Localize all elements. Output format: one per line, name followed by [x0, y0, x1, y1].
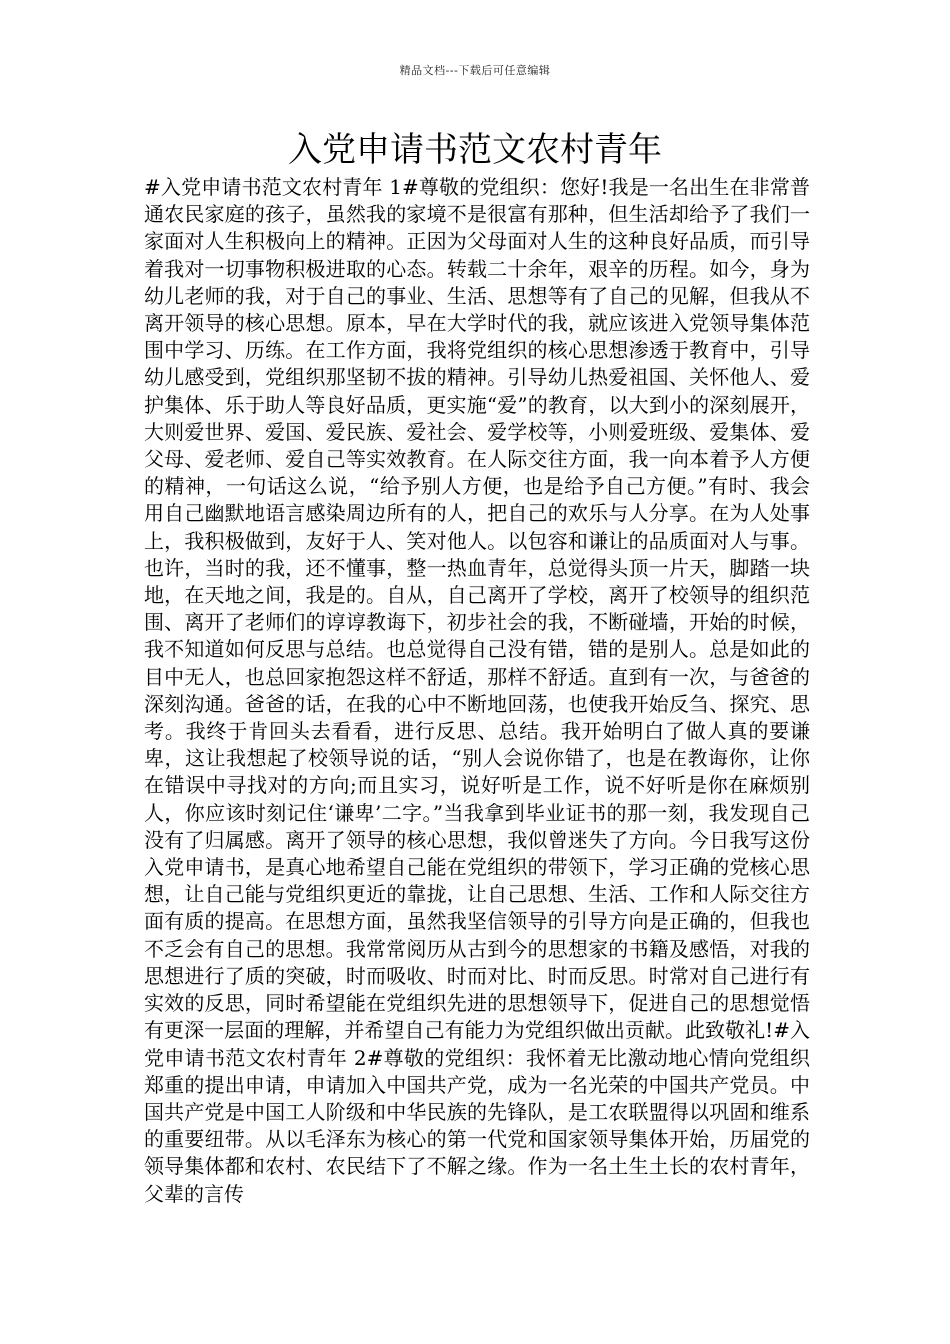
document-body: #入党申请书范文农村青年 1#尊敬的党组织：您好!我是一名出生在非常普通农民家庭的孩子，虽然我的家境不是很富有那种，但生活却给予了我们一家面对人生积极向上的精神。正因为父母面对人生的这种良好品质，而引导着我对一切事物积极进取的心态。转载二十余年，艰辛的历程。如今，身为幼儿老师的我，对于自己的事业、生活、思想等有了自己的见解，但我从不离开领导的核心思想。原本，早在大学时代的我，就应该进入党领导集体范围中学习、历练。在工作方面，我将党组织的核心思想渗透于教育中，引导幼儿感受到，党组织那坚韧不拔的精神。引导幼儿热爱祖国、关怀他人、爱护集体、乐于助人等良好品质，更实施“爱”的教育，以大到小的深刻展开，大则爱世界、爱国、爱民族、爱社会、爱学校等，小则爱班级、爱集体、爱父母、爱老师、爱自己等实效教育。在人际交往方面，我一向本着予人方便的精神，一句话这么说，“给予别人方便，也是给予自己方便。”有时、我会用自己幽默地语言感染周边所有的人，把自己的欢乐与人分享。在为人处事上，我积极做到，友好于人、笑对他人。以包容和谦让的品质面对人与事。也许，当时的我，还不懂事，整一热血青年，总觉得头顶一片天，脚踏一块地，在天地之间，我是的。自从，自己离开了学校，离开了校领导的组织范围、离开了老师们的谆谆教诲下，初步社会的我，不断碰墙，开始的时候，我不知道如何反思与总结。也总觉得自己没有错，错的是别人。总是如此的目中无人，也总回家抱怨这样不舒适，那样不舒适。直到有一次，与爸爸的深刻沟通。爸爸的话，在我的心中不断地回荡，也使我开始反刍、探究、思考。我终于肯回头去看看，进行反思、总结。我开始明白了做人真的要谦卑，这让我想起了校领导说的话，“别人会说你错了，也是在教诲你，让你在错误中寻找对的方向;而且实习，说好听是工作，说不好听是你在麻烦别人，你应该时刻记住‘谦卑’二字。”当我拿到毕业证书的那一刻，我发现自己没有了归属感。离开了领导的核心思想，我似曾迷失了方向。今日我写这份入党申请书，是真心地希望自己能在党组织的带领下，学习正确的党核心思想，让自己能与党组织更近的靠拢，让自己思想、生活、工作和人际交往方面有质的提高。在思想方面，虽然我坚信领导的引导方向是正确的，但我也不乏会有自己的思想。我常常阅历从古到今的思想家的书籍及感悟，对我的思想进行了质的突破，时而吸收、时而对比、时而反思。时常对自己进行有实效的反思，同时希望能在党组织先进的思想领导下，促进自己的思想觉悟有更深一层面的理解，并希望自己有能力为党组织做出贡献。此致敬礼!#入党申请书范文农村青年 2#尊敬的党组织：我怀着无比激动地心情向党组织郑重的提出申请，申请加入中国共产党，成为一名光荣的中国共产党员。中国共产党是中国工人阶级和中华民族的先锋队，是工农联盟得以巩固和维系的重要纽带。从以毛泽东为核心的第一代党和国家领导集体开始，历届党的领导集体都和农村、农民结下了不解之缘。作为一名土生土长的农村青年，父辈的言传 [144, 175, 810, 1206]
document-title: 入党申请书范文农村青年 [288, 130, 662, 170]
header-note: 精品文档---下载后可任意编辑 [399, 64, 551, 77]
